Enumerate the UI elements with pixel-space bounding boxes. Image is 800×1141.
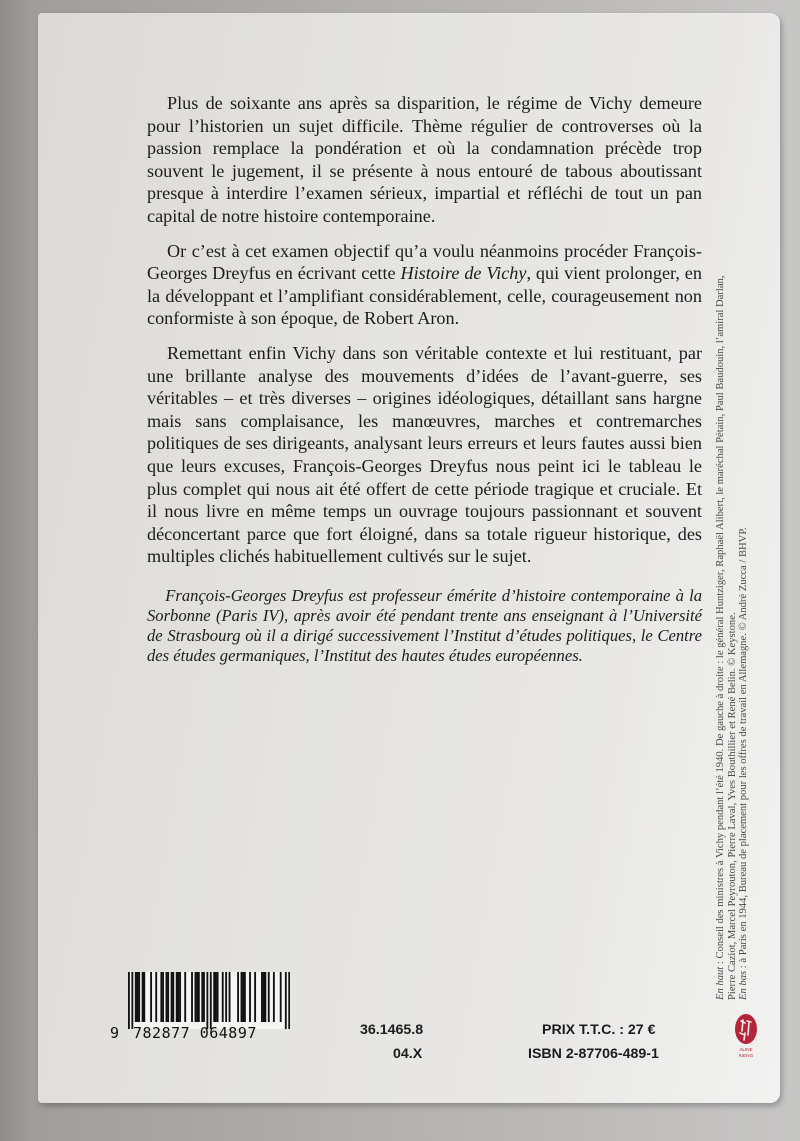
barcode-bars [128,972,290,1029]
barcode-bar [196,972,198,1022]
barcode-bar [179,972,181,1022]
barcode-bar [288,972,290,1029]
barcode-bar [201,972,203,1022]
barcode-bar [229,972,231,1022]
barcode-bar [135,972,137,1022]
barcode-bar [138,972,140,1022]
barcode-bar [206,972,208,1029]
blurb-text [147,92,702,679]
barcode-bar [128,972,130,1029]
barcode-bar [280,972,282,1022]
barcode-bar [263,972,265,1022]
barcode-bar [203,972,205,1022]
caption-label-top: En haut [715,966,726,1000]
barcode-bar [285,972,287,1029]
blurb-paragraph-1: Plus de soixante ans après sa disparition, le régime de Vichy demeure pour l’historien un sujet difficile. Thème régulier de controverses où la passion remplace la pondération et où la condamnation précède trop souvent le jugement, il se présente à nous entouré de tabous aboutissant presque à interdire l’examen sérieux, impartial et réfléchi de tout un pan capital de notre histoire contemporaine. [147,93,702,226]
barcode-bar [167,972,169,1022]
paragraph-2-end: , qui vient prolonger, en la développant et l’amplifiant considérablement, celle, courageusement non conformiste à son époque, de Robert Aron. [147,263,702,329]
barcode-bar [242,972,244,1022]
barcode-bar [225,972,227,1022]
caption-label-bottom: En bas [738,970,750,1000]
caption-text-top: : Conseil des ministres à Vichy pendant l’été 1940. De gauche à droite : le général Huntziger, Raphaël Alibert, le maréchal Pétain, Paul Baudouin, l’amiral Darlan, [715,275,726,967]
barcode-bar [131,972,133,1029]
edition-code: 04.X [393,1046,423,1062]
barcode-bar [237,972,239,1022]
barcode-bar [244,972,246,1022]
barcode-digits: 782877 064897 [133,1024,257,1042]
caption-line-1 [715,100,727,1000]
barcode-bar [273,972,275,1022]
barcode-bar [261,972,263,1022]
barcode-bar [177,972,179,1022]
barcode-bar [160,972,162,1022]
publisher-logo [733,1013,759,1061]
barcode-bar [198,972,200,1022]
book-title: Histoire de Vichy [400,263,527,284]
barcode-bar [213,972,215,1022]
barcode-bar [166,972,168,1022]
barcode-bar [142,972,144,1022]
barcode [128,972,290,1029]
barcode-bar [176,972,178,1022]
barcode-bar [210,972,212,1029]
barcode-bar [162,972,164,1022]
barcode-bar [254,972,256,1022]
barcode-bar [155,972,157,1022]
barcode-bar [172,972,174,1022]
barcode-bar [143,972,145,1022]
barcode-first-digit: 9 [110,1024,120,1042]
caption-line-3 [738,100,750,1000]
isbn: ISBN 2-87706-489-1 [528,1046,659,1062]
barcode-bar [150,972,152,1022]
paragraph-2-start: Or c’est à cet examen objectif qu’a voulu néanmoins procéder François-Georges Dreyfus en écrivant cette [147,240,702,284]
barcode-bar [184,972,186,1022]
caption-line-2: Pierre Caziot, Marcel Peyrouton, Pierre Laval, Yves Bouthillier et René Belin. © Keystone. [726,612,738,1000]
barcode-bar [217,972,219,1022]
caption-text-bottom: : à Paris en 1944, Bureau de placement pour les offres de travail en Allemagne. © André Zucca / BHVP. [738,527,750,971]
barcode-bar [215,972,217,1022]
barcode-bar [171,972,173,1022]
svg-text:KIENG: KIENG [738,1053,754,1058]
barcode-bar [241,972,243,1022]
blurb-paragraph-2 [147,240,702,330]
price: PRIX T.T.C. : 27 € [542,1022,656,1038]
publisher-logo-seal [735,1014,757,1044]
barcode-bar [264,972,266,1022]
barcode-bar [195,972,197,1022]
barcode-bar [137,972,139,1022]
distribution-code: 36.1465.8 [360,1022,424,1038]
blurb-paragraph-3: Remettant enfin Vichy dans son véritable contexte et lui restituant, par une brillante analyse des mouvements d’idées de l’avant-guerre, ses véritables – et très diverses – origines idéologiques, détaillant sans hargne mais sans complaisance, les manœuvres, marches et contremarches politiques de ses dirigeants, analysant leurs erreurs et leurs fautes aussi bien que leurs excuses, François-Georges Dreyfus nous peint ici le tableau le plus complet qui nous ait été offert de cette période tragique et cruciale. Et il nous livre en même temps un ouvrage toujours passionnant et souvent déconcertant parce que fort éloigné, dans sa totale rigueur historique, des multiples clichés habituellement cultivés sur le sujet. [147,342,702,567]
barcode-bar [268,972,270,1022]
svg-text:ALINE: ALINE [739,1047,753,1052]
barcode-bar [249,972,251,1022]
author-bio: François-Georges Dreyfus est professeur émérite d’histoire contemporaine à la Sorbonne (Paris IV), après avoir été pendant trente ans enseignant à l’Université de Strasbourg où il a dirigé successivement l’Institut d’études politiques, le Centre des études germaniques, l’Institut des hautes études européennes. [147,585,702,666]
photo-caption [715,100,750,1000]
barcode-bar [191,972,193,1022]
barcode-bar [222,972,224,1022]
